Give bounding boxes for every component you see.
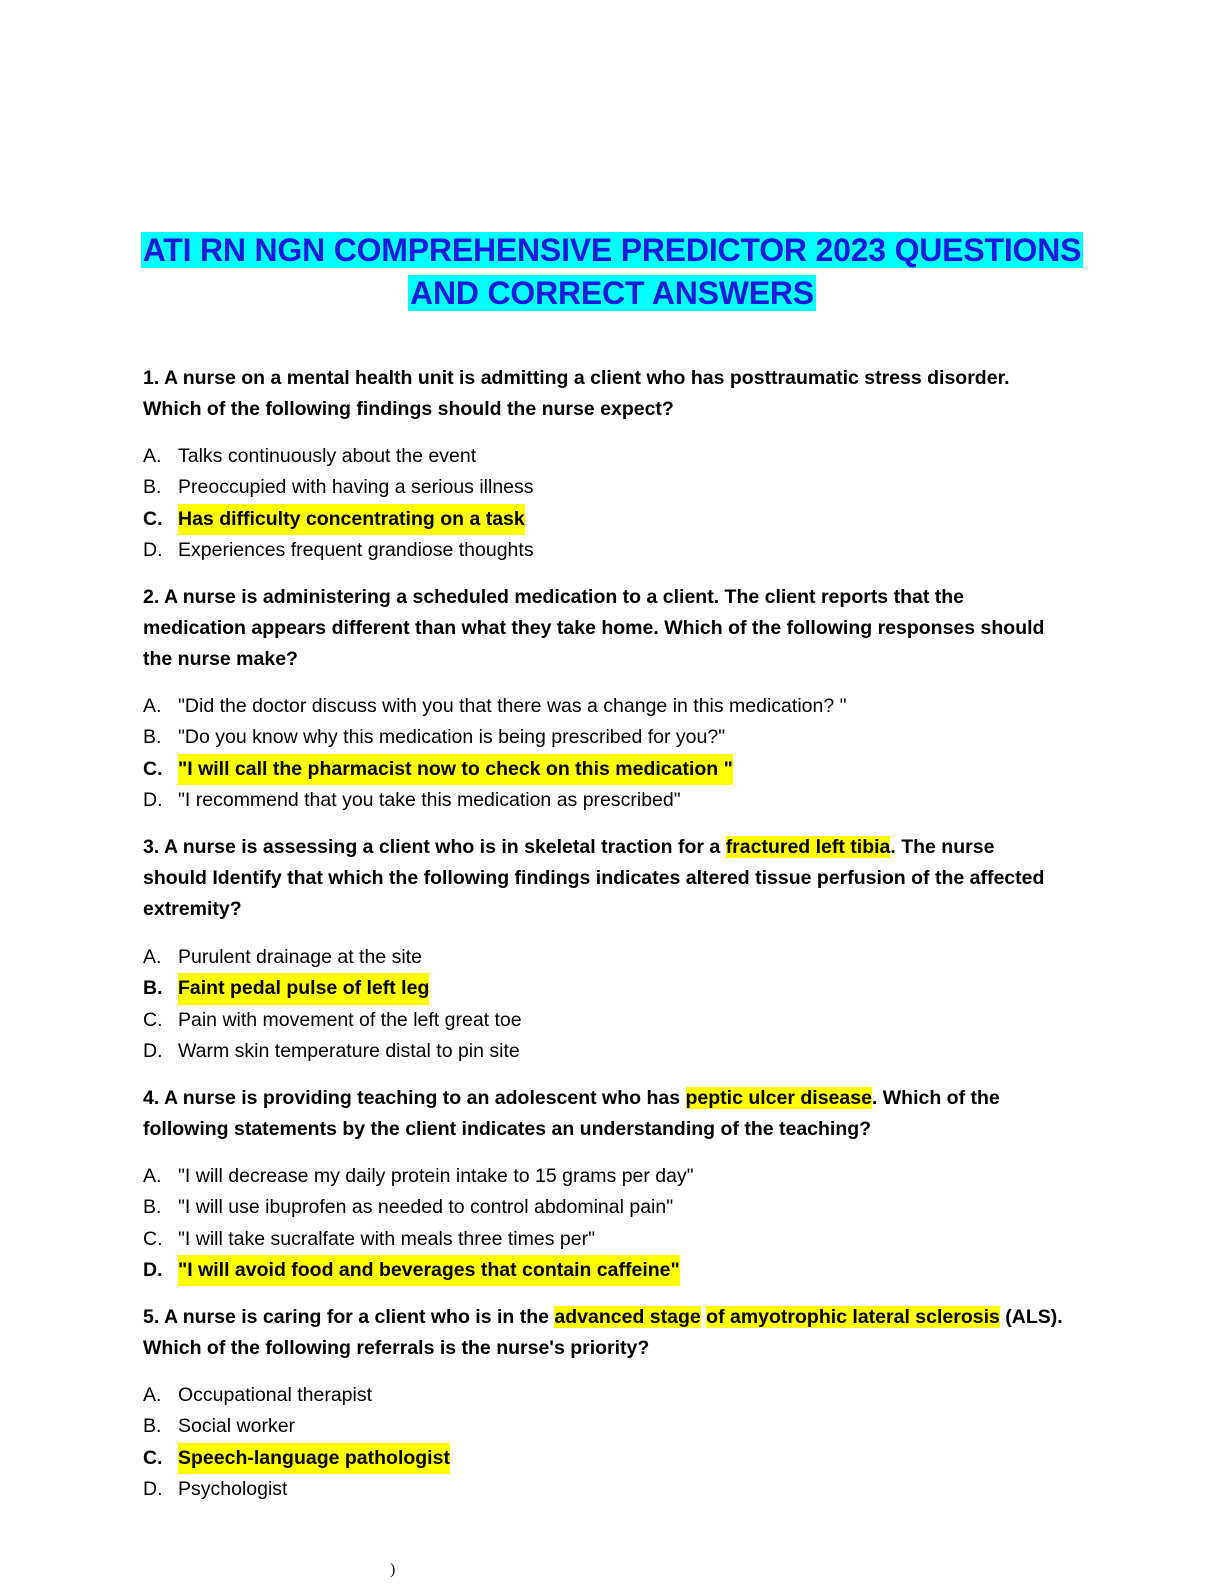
question-highlight: fractured left tibia [725,836,891,858]
option-letter: D. [143,1258,163,1281]
option-d [143,535,1063,566]
option-text: Preoccupied with having a serious illness [178,476,534,499]
option-letter: B. [143,726,162,749]
option-text: Social worker [178,1415,296,1438]
option-b [143,1411,1063,1442]
option-c [143,1005,1063,1036]
question-text-rest: . Which of the following statements by the client indicates an understanding of the teaching? [143,1087,1000,1140]
option-text: Speech-language pathologist [178,1443,450,1474]
option-text: "I will decrease my daily protein intake to 15 grams per day" [178,1165,694,1187]
options-4 [143,1161,1063,1286]
option-b-correct [143,973,1063,1004]
question-1 [143,363,1063,425]
title-line-2: AND CORRECT ANSWERS [410,275,814,311]
option-text: "I will use ibuprofen as needed to control abdominal pain" [178,1196,674,1219]
option-text: "I will call the pharmacist now to check on this medication " [178,754,733,785]
option-d [143,785,1063,816]
option-text: "Do you know why this medication is being prescribed for you?" [178,726,726,749]
option-text: "Did the doctor discuss with you that there was a change in this medication? " [178,695,847,717]
question-2 [143,582,1063,675]
option-letter: C. [143,1008,163,1031]
option-letter: B. [143,1415,162,1438]
option-text: Pain with movement of the left great toe [178,1008,522,1031]
question-highlight: advanced stage [554,1306,701,1328]
question-text: 5. A nurse is caring for a client who is in the [143,1306,555,1328]
option-letter: C. [143,1446,163,1469]
option-text: Occupational therapist [178,1384,373,1406]
option-letter: C. [143,757,163,780]
option-c [143,1224,1063,1255]
title-line-1: ATI RN NGN COMPREHENSIVE PREDICTOR 2023 QUESTIONS [142,232,1082,268]
option-d-correct [143,1255,1063,1286]
option-text: Psychologist [178,1477,288,1500]
option-letter: D. [143,1477,163,1500]
question-text: 4. A nurse is providing teaching to an adolescent who has [143,1087,686,1109]
option-letter: A. [143,1165,162,1187]
option-letter: A. [143,1384,162,1406]
options-1 [143,441,1063,566]
question-text: 2. A nurse is administering a scheduled medication to a client. The client reports that the medication appears different than what they take home. Which of the following responses should the nurse make? [143,586,1045,670]
document-title [0,229,1224,315]
option-text: Talks continuously about the event [178,445,477,467]
option-b [143,722,1063,753]
option-letter: A. [143,695,162,717]
footer-mark: ) [390,1561,396,1578]
option-letter: D. [143,538,163,561]
options-2 [143,691,1063,816]
option-a [143,691,1063,722]
option-text: "I will avoid food and beverages that contain caffeine" [178,1255,680,1286]
question-highlight-2: of amyotrophic lateral sclerosis [706,1306,1000,1328]
option-letter: B. [143,476,162,499]
question-text: 3. A nurse is assessing a client who is in skeletal traction for a [143,836,726,858]
question-5 [143,1302,1063,1364]
option-letter: C. [143,507,163,530]
option-letter: B. [143,1196,162,1219]
options-3 [143,942,1063,1067]
question-highlight: peptic ulcer disease [685,1087,872,1109]
option-letter: C. [143,1227,163,1250]
question-text-rest: . The nurse should Identify that which the following findings indicates altered tissue perfusion of the affected extremity? [143,836,1045,920]
question-4 [143,1083,1063,1145]
option-d [143,1474,1063,1505]
option-b [143,472,1063,503]
option-c-correct [143,754,1063,785]
option-b [143,1192,1063,1223]
option-d [143,1036,1063,1067]
question-3 [143,832,1063,925]
option-text: Faint pedal pulse of left leg [178,973,429,1004]
option-text: "I will take sucralfate with meals three times per" [178,1227,595,1250]
option-letter: B. [143,977,163,1000]
option-a [143,1161,1063,1192]
options-5 [143,1380,1063,1505]
option-text: Experiences frequent grandiose thoughts [178,538,534,561]
option-letter: A. [143,445,162,467]
option-letter: D. [143,1039,163,1062]
option-a [143,441,1063,472]
option-text: Has difficulty concentrating on a task [178,504,525,535]
option-a [143,1380,1063,1411]
option-letter: D. [143,788,163,811]
option-c-correct [143,1443,1063,1474]
option-c-correct [143,504,1063,535]
question-text-rest: (ALS). Which of the following referrals is the nurse's priority? [143,1306,1063,1359]
option-text: "I recommend that you take this medication as prescribed" [178,788,681,811]
option-a [143,942,1063,973]
option-letter: A. [143,946,162,968]
question-text: 1. A nurse on a mental health unit is admitting a client who has posttraumatic stress disorder. Which of the following findings should the nurse expect? [143,367,1010,420]
option-text: Purulent drainage at the site [178,946,422,968]
option-text: Warm skin temperature distal to pin site [178,1039,520,1062]
